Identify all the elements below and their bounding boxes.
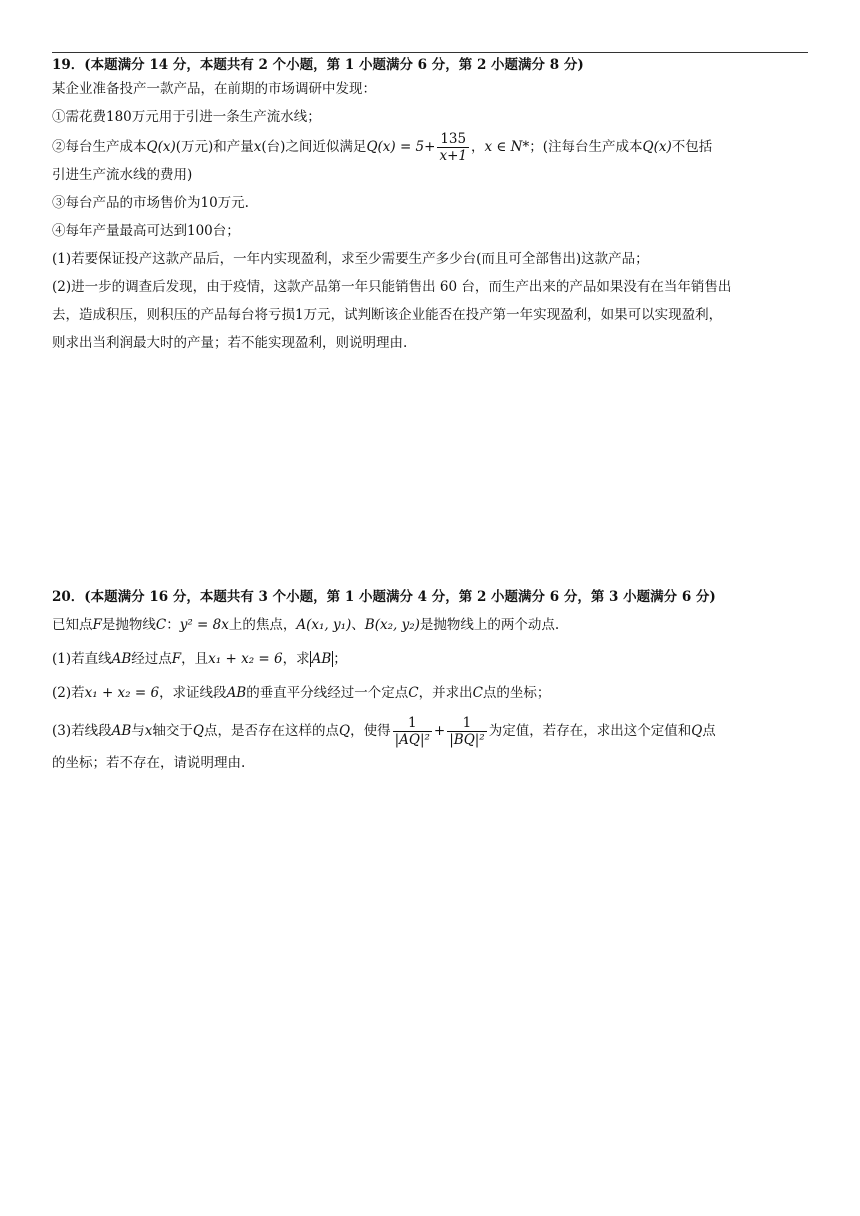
problem-20-q1: (1)若直线AB经过点F，且x₁ + x₂ = 6，求 AB ； <box>52 651 347 667</box>
problem-19-item-4: ④每年产量最高可达到100台； <box>52 223 240 239</box>
problem-19-header: 19．(本题满分 14 分，本题共有 2 个小题，第 1 小题满分 6 分，第 2 小题满分 8 分) <box>52 57 584 73</box>
problem-20 <box>52 588 808 772</box>
problem-19-q2-line-2: 去，造成积压，则积压的产品每台将亏损1万元，试判断该企业能否在投产第一年实现盈利，如果可以实现盈利， <box>52 307 723 323</box>
problem-20-header: 20．(本题满分 16 分，本题共有 3 个小题，第 1 小题满分 4 分，第 2 小题满分 6 分，第 3 小题满分 6 分) <box>52 589 716 605</box>
problem-19 <box>52 56 808 352</box>
problem-19-q1: (1)若要保证投产这款产品后，一年内实现盈利，求至少需要生产多少台(而且可全部售出)这款产品； <box>52 251 649 267</box>
problem-19-item-1: ①需花费180万元用于引进一条生产流水线； <box>52 109 321 125</box>
fraction-aq: $\frac{1}{\text{|AQ|²}}$ <box>394 715 430 748</box>
problem-19-item-3: ③每台产品的市场售价为10万元. <box>52 195 249 211</box>
problem-19-item-2-cont: 引进生产流水线的费用) <box>52 167 193 183</box>
cost-fraction: $\frac{135}{x+1}$ <box>439 131 467 164</box>
problem-20-q3-cont: 的坐标；若不存在，请说明理由. <box>52 755 246 771</box>
top-divider <box>52 52 808 53</box>
problem-19-intro: 某企业准备投产一款产品，在前期的市场调研中发现： <box>52 81 376 97</box>
problem-20-intro: 已知点F是抛物线C：y² = 8x上的焦点，A(x₁, y₁)、B(x₂, y₂)是抛物线上的两个动点. <box>52 617 560 633</box>
problem-19-item-2: ②每台生产成本Q(x)(万元)和产量x(台)之间近似满足Q(x) = 5+ $\frac{135}{x+1}$ ，x ∈ N*；(注每台生产成本Q(x)不包括 <box>52 131 713 164</box>
problem-19-q2-line-3: 则求出当利润最大时的产量；若不能实现盈利，则说明理由. <box>52 335 408 351</box>
problem-20-q3: (3)若线段AB与x轴交于Q点，是否存在这样的点Q，使得 $\frac{1}{\text{|AQ|²}}$ + $\frac{1}{\text{|BQ|²}}$ 为定值，若存在，求出这个定值和Q点 <box>52 715 716 748</box>
problem-19-q2-line-1: (2)进一步的调查后发现，由于疫情，这款产品第一年只能销售出 60 台，而生产出来的产品如果没有在当年销售出 <box>52 279 732 295</box>
fraction-bq: $\frac{1}{\text{|BQ|²}}$ <box>449 715 485 748</box>
problem-20-q2: (2)若x₁ + x₂ = 6，求证线段AB的垂直平分线经过一个定点C，并求出C点的坐标； <box>52 685 551 701</box>
